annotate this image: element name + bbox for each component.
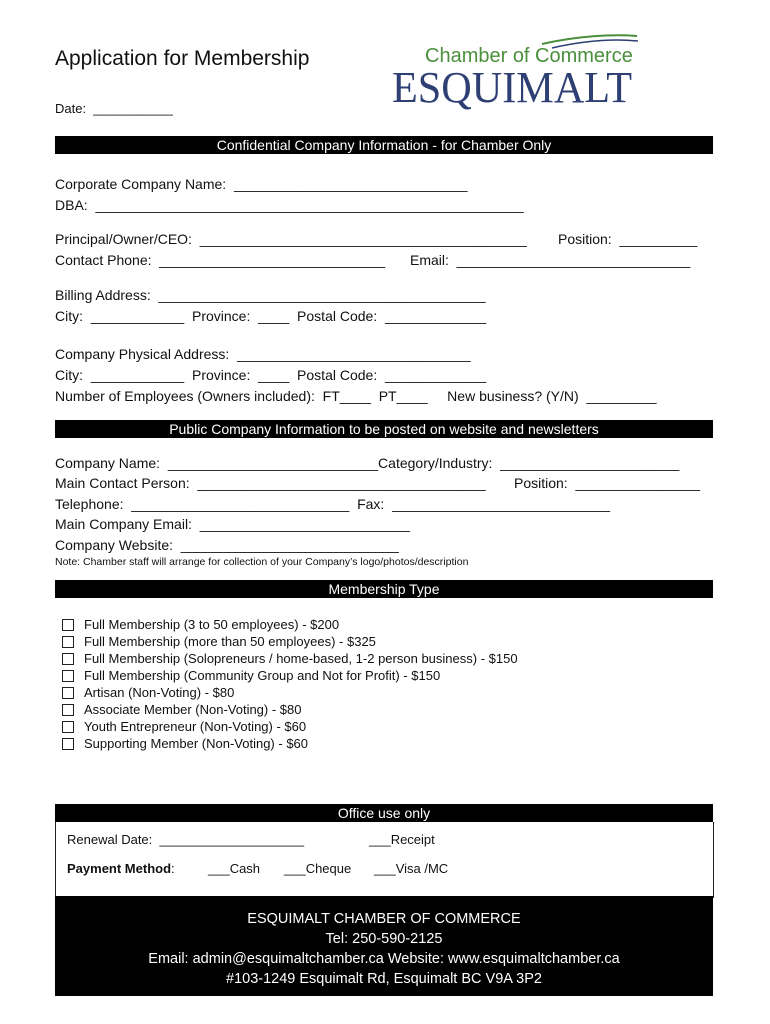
membership-option[interactable]: Supporting Member (Non-Voting) - $60: [62, 736, 308, 752]
membership-option[interactable]: Artisan (Non-Voting) - $80: [62, 685, 234, 701]
confidential-heading: Confidential Company Information - for Chamber Only: [55, 136, 713, 154]
renewal-date-field[interactable]: Renewal Date: ____________________: [67, 832, 305, 847]
contact-phone-field[interactable]: Contact Phone: _____________________________: [55, 252, 386, 268]
checkbox-icon[interactable]: [62, 670, 74, 682]
cash-option[interactable]: ___Cash: [208, 861, 261, 876]
checkbox-icon[interactable]: [62, 738, 74, 750]
contact-position-field[interactable]: Position: ________________: [514, 475, 701, 491]
footer-contact: Email: admin@esquimaltchamber.ca Website: www.esquimaltchamber.ca: [148, 951, 620, 967]
office-heading: Office use only: [55, 804, 713, 822]
checkbox-icon[interactable]: [62, 721, 74, 733]
checkbox-icon[interactable]: [62, 687, 74, 699]
checkbox-icon[interactable]: [62, 636, 74, 648]
logo-bottom-text: ESQUIMALT: [392, 63, 633, 112]
form-title: Application for Membership: [55, 47, 310, 70]
footer-tel: Tel: 250-590-2125: [325, 931, 443, 947]
footer-org: ESQUIMALT CHAMBER OF COMMERCE: [247, 911, 521, 927]
membership-option[interactable]: Full Membership (Community Group and Not for Profit) - $150: [62, 668, 440, 684]
billing-city-field[interactable]: City: ____________ Province: ____ Postal Code: _____________: [55, 308, 487, 324]
checkbox-icon[interactable]: [62, 704, 74, 716]
membership-option[interactable]: Youth Entrepreneur (Non-Voting) - $60: [62, 719, 306, 735]
checkbox-icon[interactable]: [62, 653, 74, 665]
receipt-field[interactable]: ___Receipt: [369, 832, 435, 847]
checkbox-icon[interactable]: [62, 619, 74, 631]
physical-address-field[interactable]: Company Physical Address: ______________________________: [55, 346, 471, 362]
visa-option[interactable]: ___Visa /MC: [374, 861, 449, 876]
telephone-fax-field[interactable]: Telephone: ____________________________ Fax: ____________________________: [55, 496, 611, 512]
membership-option[interactable]: Associate Member (Non-Voting) - $80: [62, 702, 301, 718]
membership-option[interactable]: Full Membership (3 to 50 employees) - $200: [62, 617, 339, 633]
main-email-field[interactable]: Main Company Email: ___________________________: [55, 516, 410, 532]
billing-address-field[interactable]: Billing Address: __________________________________________: [55, 287, 486, 303]
payment-method-label: Payment Method:: [67, 861, 175, 876]
physical-city-field[interactable]: City: ____________ Province: ____ Postal Code: _____________: [55, 367, 487, 383]
logo-note: Note: Chamber staff will arrange for collection of your Company’s logo/photos/description: [55, 556, 469, 568]
principal-position-field[interactable]: Position: __________: [558, 231, 698, 247]
membership-option[interactable]: Full Membership (more than 50 employees) - $325: [62, 634, 376, 650]
principal-field[interactable]: Principal/Owner/CEO: __________________________________________: [55, 231, 527, 247]
footer-address: #103-1249 Esquimalt Rd, Esquimalt BC V9A 3P2: [226, 971, 542, 987]
employees-field[interactable]: Number of Employees (Owners included): FT____ PT____ New business? (Y/N) _________: [55, 388, 657, 404]
company-name-field[interactable]: Company Name: ___________________________Category/Industry: _______________________: [55, 455, 680, 471]
office-use-box: [55, 822, 714, 898]
membership-option[interactable]: Full Membership (Solopreneurs / home-based, 1-2 person business) - $150: [62, 651, 518, 667]
public-heading: Public Company Information to be posted on website and newsletters: [55, 420, 713, 438]
logo-top-text: Chamber of Commerce: [425, 45, 633, 67]
chamber-logo: [392, 30, 642, 112]
cheque-option[interactable]: ___Cheque: [284, 861, 352, 876]
date-field[interactable]: Date: ___________: [55, 101, 173, 116]
dba-field[interactable]: DBA: _______________________________________________________: [55, 197, 524, 213]
corporate-name-field[interactable]: Corporate Company Name: ______________________________: [55, 176, 468, 192]
website-field[interactable]: Company Website: ____________________________: [55, 537, 399, 553]
contact-person-field[interactable]: Main Contact Person: _____________________________________: [55, 475, 486, 491]
membership-heading: Membership Type: [55, 580, 713, 598]
footer: [55, 896, 713, 996]
email-field[interactable]: Email: ______________________________: [410, 252, 691, 268]
